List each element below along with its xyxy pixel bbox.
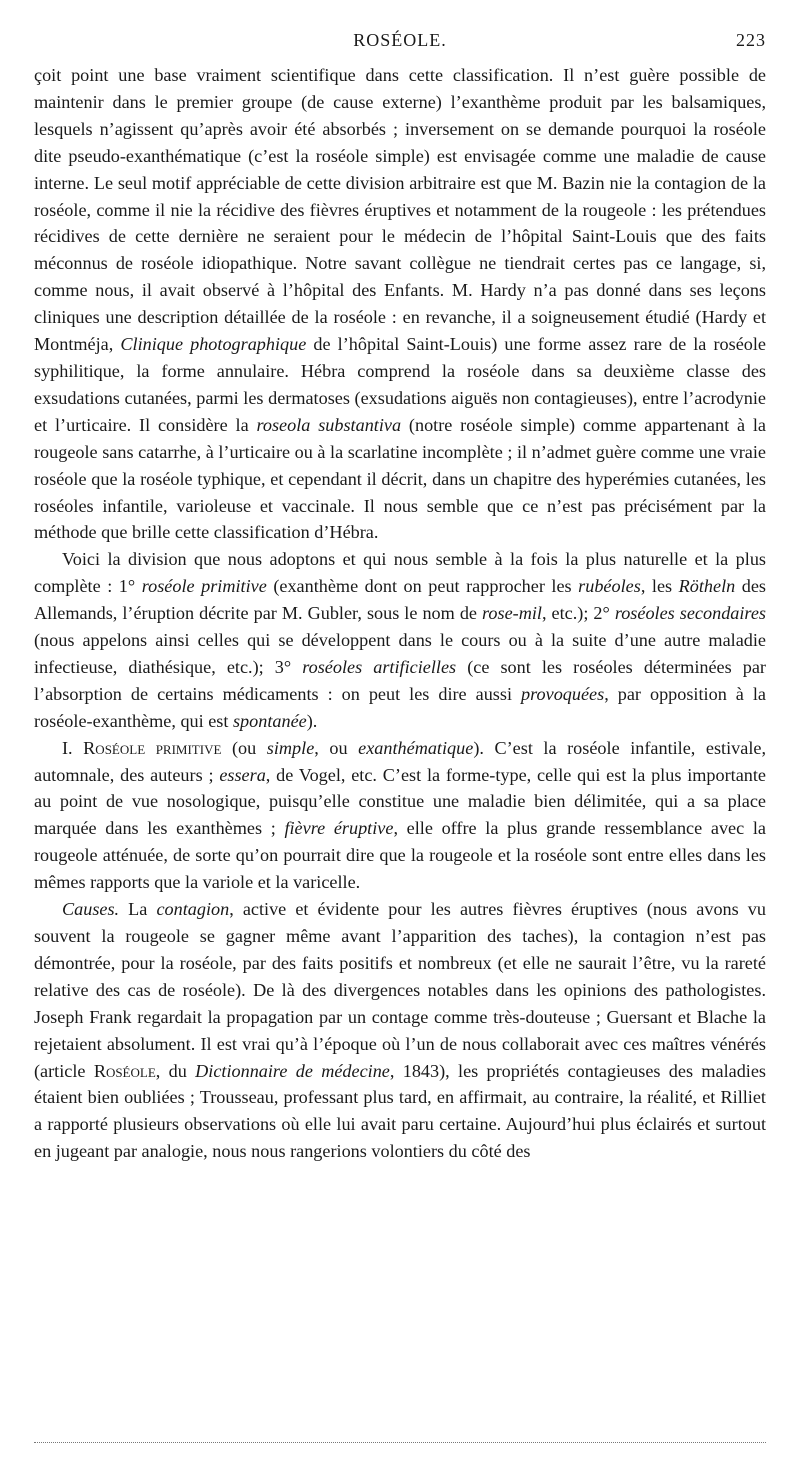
italic-term: provoquées — [521, 683, 605, 704]
italic-term: Rötheln — [678, 576, 736, 597]
italic-term: roséoles secondaires — [614, 603, 766, 624]
book-page — [34, 28, 766, 1165]
small-caps-term: Roséole — [93, 1060, 156, 1081]
italic-term: Clinique photographique — [120, 334, 307, 355]
italic-term: exanthématique — [358, 737, 474, 758]
subsection-heading: Causes. — [62, 899, 120, 920]
italic-term: roséoles artificielles — [302, 656, 457, 677]
paragraph-roseole-primitive: I. Roséole primitive (ou simple, ou exanthématique). C’est la roséole infantile, estivale, automnale, des auteurs ; essera, de Vogel, etc. C’est la forme-type, celle qui est la plus importante au point de vue nosologique, puisqu’elle constitue une maladie bien délimitée, qui a sa place marquée dans les exanthèmes ; fièvre éruptive, elle offre la plus grande ressemblance avec la rougeole atténuée, de sorte qu’on pourrait dire que la rougeole et la roséole sont entre elles dans les mêmes rapports que la variole et la varicelle. — [34, 737, 767, 893]
italic-term: Dictionnaire de médecine — [195, 1060, 390, 1081]
italic-term: rubéoles — [578, 576, 641, 597]
italic-term: contagion — [156, 899, 230, 920]
italic-term: roséole primitive — [141, 576, 267, 597]
paragraph-causes: Causes. La contagion, active et évidente pour les autres fièvres éruptives (nous avons vu souvent la rougeole se gagner même avant l’apparition des taches), la contagion n’est pas démontrée, pour la roséole, par des faits positifs et nombreux (et elle ne saurait l’être, vu la rareté relative des cas de roséole). De là des divergences notables dans les opinions des pathologistes. Joseph Frank regardait la propagation par un contage comme très-douteuse ; Guersant et Blache la rejetaient absolument. Il est vrai qu’à l’époque où l’un de nous collaborait avec ces maîtres vénérés (article Roséole, du Dictionnaire de médecine, 1843), les propriétés contagieuses des maladies étaient bien oubliées ; Trousseau, professant plus tard, en affirmait, au contraire, la réalité, et Rilliet a rapporté plusieurs observations où elle lui avait paru certaine. Aujourd’hui plus éclairés et surtout en jugeant par analogie, nous nous rangerions volontiers du côté des — [34, 899, 767, 1162]
paragraph-division: Voici la division que nous adoptons et qui nous semble à la fois la plus naturelle et la plus complète : 1° roséole primitive (exanthème dont on peut rapprocher les rubéoles, les Rötheln des Allemands, l’éruption décrite par M. Gubler, sous le nom de rose-mil, etc.); 2° roséoles secondaires (nous appelons ainsi celles qui se développent dans le cours ou à la suite d’une autre maladie infectieuse, diathésique, etc.); 3° roséoles artificielles (ce sont les roséoles déterminées par l’absorption de certains médicaments : on peut les dire aussi provoquées, par opposition à la roséole-exanthème, qui est spontanée). — [34, 549, 766, 731]
italic-term: simple — [266, 737, 315, 758]
running-title: ROSÉOLE. — [353, 30, 447, 50]
section-heading: Roséole primitive — [83, 737, 222, 758]
footer-dotted-rule — [34, 1442, 766, 1443]
running-header — [34, 28, 766, 62]
italic-term: rose-mil — [482, 603, 542, 624]
italic-term: fièvre éruptive — [284, 818, 394, 839]
paragraph-classification: çoit point une base vraiment scientifique dans cette classification. Il n’est guère possible de maintenir dans le premier groupe (de cause externe) l’exanthème produit par les balsamiques, lesquels n’agissent qu’après avoir été absorbés ; inversement on se demande pourquoi la roséole dite pseudo-exanthématique (c’est la roséole simple) est envisagée comme une maladie de cause interne. Le seul motif appréciable de cette division arbitraire est que M. Bazin nie la contagion de la roséole, comme il nie la récidive des fièvres éruptives et notamment de la rougeole : les prétendues récidives de cette dernière ne seraient pour le médecin de l’hôpital Saint-Louis que des faits méconnus de roséole idiopathique. Notre savant collègue ne tiendrait certes pas ce langage, si, comme nous, il avait observé à l’hôpital des Enfants. M. Hardy n’a pas donné dans ses leçons cliniques une description détaillée de la roséole : en revanche, il a soigneusement étudié (Hardy et Montméja, Clinique photographique de l’hôpital Saint-Louis) une forme assez rare de la roséole syphilitique, la forme annulaire. Hébra comprend la roséole dans sa deuxième classe des exsudations cutanées, parmi les dermatoses (exsudations aiguës non contagieuses), entre l’acrodynie et l’urticaire. Il considère la roseola substantiva (notre roséole simple) comme appartenant à la rougeole sans catarrhe, à l’urticaire ou à la scarlatine incomplète ; il n’admet guère comme une vraie roséole que la roséole typhique, et cependant il décrit, dans un chapitre des hyperémies cutanées, les roséoles infantile, varioleuse et vaccinale. Il nous semble que ce n’est pas précisément par la méthode que brille cette classification d’Hébra. — [34, 65, 767, 543]
page-number: 223 — [736, 30, 766, 50]
italic-term: roseola substantiva — [256, 414, 402, 435]
italic-term: essera — [219, 764, 266, 785]
italic-term: spontanée — [232, 710, 307, 731]
page-body — [34, 62, 766, 1165]
